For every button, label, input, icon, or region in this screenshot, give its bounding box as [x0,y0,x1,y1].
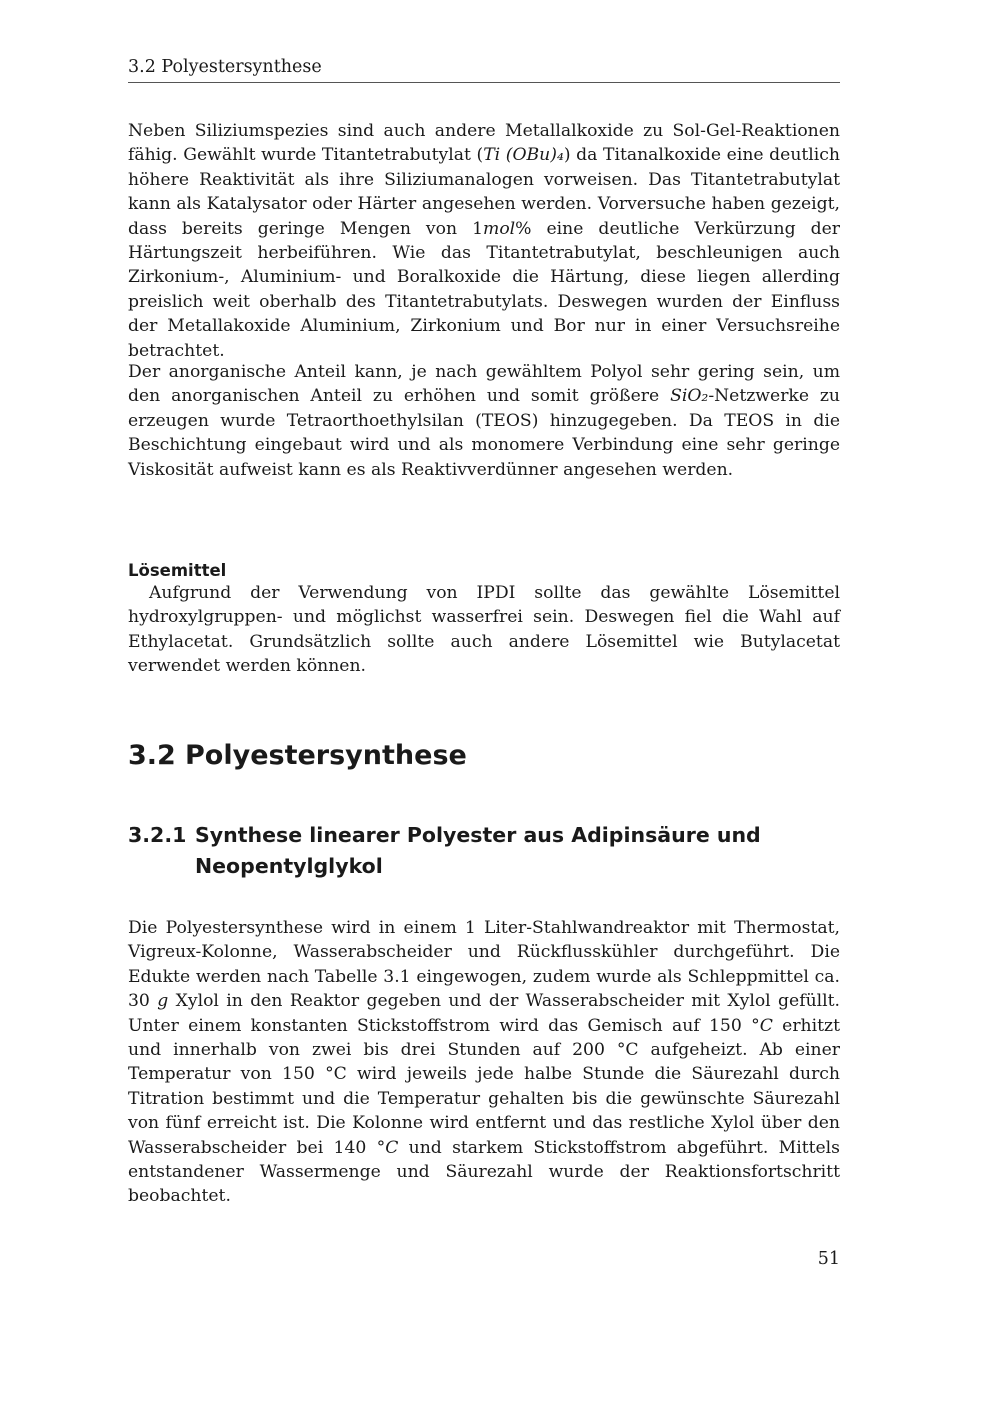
unit-celsius: C [759,1015,773,1036]
paragraph-metallalkoxide [128,119,840,363]
text-run: und starkem Stickstoffstrom abgeführt. Mittels entstandener Wassermenge und Säurezahl wurde der Reaktionsfortschritt beobachtet. [128,1137,840,1207]
unit-celsius: C [385,1137,399,1158]
text-run: ) da Titanalkoxide eine deutlich höhere Reaktivität als ihre Siliziumanalogen vorweisen. Das Titantetrabutylat kann als Katalysator oder Härter angesehen werden. Vorversuche haben gezeigt, dass bereits geringe Mengen von 1 [128,145,840,239]
text-run: Neben Siliziumspezies sind auch andere Metallalkoxide zu Sol-Gel-Reaktionen fähig. Gewählt wurde Titantetrabutylat ( [128,121,840,166]
unit-gram: g [157,991,169,1012]
paragraph-heading-losemittel: Lösemittel [128,561,227,580]
paragraph-anorganisch [128,360,840,482]
text-run: erhitzt und innerhalb von zwei bis drei Stunden auf 200 °C aufgeheizt. Ab einer Temperatur von 150 °C wird jeweils jede halbe Stunde die Säurezahl durch Titration bestimmt und die Temperatur gehalten bis die gewünschte Säurezahl von fünf erreicht ist. Die Kolonne wird entfernt und das restliche Xylol über den Wasserabscheider bei 140 ° [128,1015,840,1158]
subsection-number: 3.2.1 [128,823,187,847]
formula-sio2: SiO₂ [670,386,709,407]
text-run: -Netzwerke zu erzeugen wurde Tetraorthoethylsilan (TEOS) hinzugegeben. Da TEOS in die Beschichtung eingebaut wird und als monomere Verbindung eine sehr geringe Viskosität aufweist kann es als Reaktivverdünner angesehen werden. [128,386,840,480]
running-header [128,55,840,83]
subsection-title: Synthese linearer Polyester aus Adipinsäure und Neopentylglykol [195,823,761,878]
section-number: 3.2 [128,740,176,771]
formula-titantetrabutylat: Ti (OBu)₄ [483,145,564,166]
running-header-title: 3.2 Polyestersynthese [128,57,322,77]
paragraph-losemittel: Aufgrund der Verwendung von IPDI sollte das gewählte Lösemittel hydroxylgruppen- und möglichst wasserfrei sein. Deswegen fiel die Wahl auf Ethylacetat. Grundsätzlich sollte auch andere Lösemittel wie Butylacetat verwendet werden können. [128,583,840,677]
text-run: Der anorganische Anteil kann, je nach gewähltem Polyol sehr gering sein, um den anorganischen Anteil zu erhöhen und somit größere [128,362,840,407]
paragraph-synthese [128,916,840,1209]
text-run: % eine deutliche Verkürzung der Härtungszeit herbeiführen. Wie das Titantetrabutylat, beschleunigen auch Zirkonium-, Aluminium- und Boralkoxide die Härtung, diese liegen allerding preislich weit oberhalb des Titantetrabutylats. Deswegen wurden der Einfluss der Metallakoxide Aluminium, Zirkonium und Bor nur in einer Versuchsreihe betrachtet. [128,218,840,361]
text-run: Xylol in den Reaktor gegeben und der Wasserabscheider mit Xylol gefüllt. Unter einem konstanten Stickstoffstrom wird das Gemisch auf 150 ° [128,991,840,1036]
unit-mol: mol [483,218,516,239]
subsection-heading [128,820,840,882]
text-run: Die Polyestersynthese wird in einem 1 Liter-Stahlwandreaktor mit Thermostat, Vigreux-Kolonne, Wasserabscheider und Rückflusskühler durchgeführt. Die Edukte werden nach Tabelle 3.1 eingewogen, zudem wurde als Schleppmittel ca. 30 [128,918,840,1012]
section-title: Polyestersynthese [185,740,467,771]
page-number: 51 [817,1249,840,1269]
section-heading [128,736,467,776]
